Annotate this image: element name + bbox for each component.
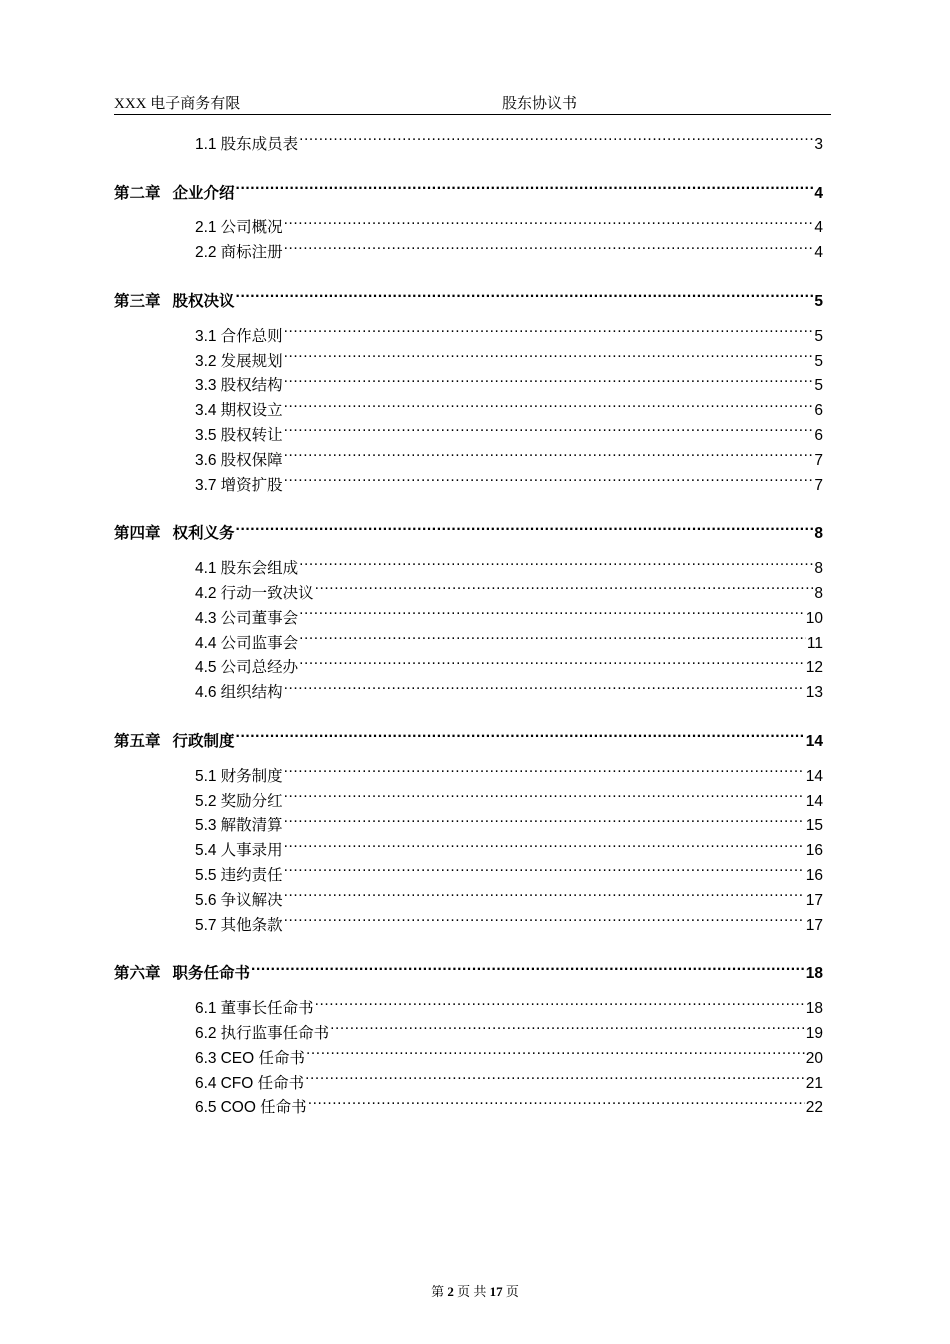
toc-section-entry[interactable] xyxy=(114,756,823,785)
toc-entry-number: 6.2 xyxy=(195,1024,217,1042)
toc-entry-title: 其他条款 xyxy=(220,916,283,934)
toc-entry-title: 企业介绍 xyxy=(172,184,235,202)
toc-dot-leader xyxy=(236,173,814,198)
toc-dot-leader xyxy=(299,548,813,573)
toc-section-entry[interactable] xyxy=(114,1063,823,1092)
toc-entry-number: 第三章 xyxy=(114,292,161,310)
toc-section-entry[interactable] xyxy=(114,366,823,395)
toc-dot-leader xyxy=(315,988,805,1013)
toc-entry-title: 争议解决 xyxy=(220,891,283,909)
toc-page-number: 11 xyxy=(806,634,823,652)
toc-entry-title: 董事长任命书 xyxy=(220,1000,314,1018)
toc-entry-number: 1.1 xyxy=(195,135,217,153)
toc-section-entry[interactable] xyxy=(114,648,823,677)
toc-page-number: 6 xyxy=(814,402,823,420)
toc-entry-title: 商标注册 xyxy=(220,244,283,262)
toc-page-number: 5 xyxy=(814,377,823,395)
toc-entry-number: 4.2 xyxy=(195,584,217,602)
footer-mid: 页 共 xyxy=(457,1284,487,1299)
toc-entry-number: 5.2 xyxy=(195,792,217,810)
toc-section-entry[interactable] xyxy=(114,573,823,602)
toc-chapter-entry[interactable] xyxy=(114,954,823,983)
toc-entry-number: 第二章 xyxy=(114,184,161,202)
toc-entry-number: 6.1 xyxy=(195,1000,217,1018)
toc-section-entry[interactable] xyxy=(114,440,823,469)
toc-entry-label xyxy=(195,474,283,499)
toc-entry-title: 组织结构 xyxy=(220,684,283,702)
toc-section-entry[interactable] xyxy=(114,672,823,702)
toc-entry-title: 执行监事任命书 xyxy=(220,1024,330,1042)
toc-section-entry[interactable] xyxy=(114,806,823,835)
toc-entry-label xyxy=(114,730,235,755)
footer-current-page: 2 xyxy=(447,1284,454,1299)
toc-page-number: 12 xyxy=(805,659,823,677)
toc-section-entry[interactable] xyxy=(114,781,823,810)
toc-section-entry[interactable] xyxy=(114,830,823,860)
toc-dot-leader xyxy=(236,721,805,746)
toc-section-entry[interactable] xyxy=(114,208,823,237)
toc-dot-leader xyxy=(284,672,805,697)
toc-entry-title: 股权转让 xyxy=(220,426,283,444)
toc-section-entry[interactable] xyxy=(114,880,823,909)
toc-dot-leader xyxy=(299,124,813,149)
toc-entry-number: 5.3 xyxy=(195,817,217,835)
toc-entry-number: 5.6 xyxy=(195,891,217,909)
toc-entry-number: 第五章 xyxy=(114,732,161,750)
toc-entry-label xyxy=(195,914,283,939)
footer-suffix: 页 xyxy=(505,1284,519,1299)
toc-dot-leader xyxy=(306,1038,805,1063)
toc-entry-number: 6.3 xyxy=(195,1049,217,1067)
toc-dot-leader xyxy=(299,598,805,623)
toc-entry-number: 3.5 xyxy=(195,426,217,444)
toc-page-number: 5 xyxy=(814,292,823,310)
toc-page-number: 13 xyxy=(805,684,823,702)
toc-entry-title: 期权设立 xyxy=(220,402,283,420)
toc-page-number: 16 xyxy=(805,866,823,884)
footer-total-pages: 17 xyxy=(489,1284,503,1299)
toc-page-number: 8 xyxy=(814,525,823,543)
toc-section-entry[interactable] xyxy=(114,905,823,934)
toc-dot-leader xyxy=(284,855,805,880)
toc-page-number: 21 xyxy=(805,1074,823,1092)
toc-entry-number: 2.2 xyxy=(195,244,217,262)
toc-page-number: 14 xyxy=(805,792,823,810)
toc-entry-number: 5.1 xyxy=(195,767,217,785)
toc-dot-leader xyxy=(284,366,814,391)
table-of-contents xyxy=(114,124,823,1117)
page-footer xyxy=(0,1281,950,1300)
toc-page-number: 6 xyxy=(814,426,823,444)
toc-page-number: 18 xyxy=(805,1000,823,1018)
toc-dot-leader xyxy=(284,465,814,490)
toc-dot-leader xyxy=(236,514,814,539)
toc-page-number: 18 xyxy=(805,965,823,983)
toc-page-number: 14 xyxy=(805,767,823,785)
toc-entry-number: 3.3 xyxy=(195,377,217,395)
toc-entry-label xyxy=(195,241,283,266)
toc-entry-title: 公司概况 xyxy=(220,219,283,237)
toc-entry-title: 职务任命书 xyxy=(172,965,251,983)
toc-entry-number: 4.5 xyxy=(195,659,217,677)
toc-dot-leader xyxy=(284,415,814,440)
toc-entry-title: 违约责任 xyxy=(220,866,283,884)
toc-entry-number: 3.1 xyxy=(195,327,217,345)
toc-page-number: 3 xyxy=(814,135,823,153)
toc-chapter-entry[interactable] xyxy=(114,281,823,310)
toc-entry-title: 人事录用 xyxy=(220,842,283,860)
toc-dot-leader xyxy=(305,1063,805,1088)
toc-dot-leader xyxy=(284,830,805,855)
toc-section-entry[interactable] xyxy=(114,1013,823,1042)
toc-page-number: 17 xyxy=(805,891,823,909)
toc-page-number: 19 xyxy=(805,1024,823,1042)
toc-page-number: 17 xyxy=(805,916,823,934)
toc-entry-label xyxy=(114,182,235,207)
toc-entry-title: 奖励分红 xyxy=(220,792,283,810)
page-header xyxy=(114,88,831,115)
toc-entry-number: 3.4 xyxy=(195,402,217,420)
toc-entry-title: 股权决议 xyxy=(172,292,235,310)
toc-entry-number: 5.4 xyxy=(195,842,217,860)
toc-entry-label xyxy=(114,290,235,315)
toc-entry-title: 合作总则 xyxy=(220,327,283,345)
toc-entry-title: 财务制度 xyxy=(220,767,283,785)
toc-dot-leader xyxy=(284,316,814,341)
toc-dot-leader xyxy=(284,905,805,930)
toc-dot-leader xyxy=(284,232,814,257)
toc-page-number: 8 xyxy=(814,584,823,602)
toc-entry-label xyxy=(114,522,235,547)
toc-dot-leader xyxy=(251,954,805,979)
toc-section-entry[interactable] xyxy=(114,548,823,578)
toc-chapter-entry[interactable] xyxy=(114,173,823,202)
toc-entry-number: 第六章 xyxy=(114,965,161,983)
toc-entry-number: 5.5 xyxy=(195,866,217,884)
toc-dot-leader xyxy=(284,781,805,806)
toc-dot-leader xyxy=(284,341,814,366)
header-document-title: 股东协议书 xyxy=(502,96,578,112)
toc-entry-title: CFO 任命书 xyxy=(220,1074,305,1092)
toc-section-entry[interactable] xyxy=(114,390,823,420)
toc-dot-leader xyxy=(315,573,814,598)
toc-entry-title: COO 任命书 xyxy=(220,1099,307,1117)
toc-entry-number: 4.1 xyxy=(195,560,217,578)
toc-entry-number: 2.1 xyxy=(195,219,217,237)
toc-section-entry[interactable] xyxy=(114,623,823,652)
toc-section-entry[interactable] xyxy=(114,232,823,262)
header-company-name: XXX 电子商务有限 xyxy=(114,96,241,112)
toc-section-entry[interactable] xyxy=(114,415,823,444)
footer-prefix: 第 xyxy=(431,1284,445,1299)
toc-dot-leader xyxy=(330,1013,805,1038)
toc-page-number: 7 xyxy=(814,476,823,494)
toc-entry-number: 4.4 xyxy=(195,634,217,652)
toc-entry-title: 公司总经办 xyxy=(220,659,299,677)
toc-dot-leader xyxy=(308,1088,805,1113)
toc-entry-title: 权利义务 xyxy=(172,525,235,543)
toc-dot-leader xyxy=(299,623,806,648)
toc-entry-label xyxy=(195,1096,307,1121)
toc-entry-title: 增资扩股 xyxy=(220,476,283,494)
toc-section-entry[interactable] xyxy=(114,1038,823,1067)
toc-page-number: 8 xyxy=(814,560,823,578)
toc-page-number: 20 xyxy=(805,1049,823,1067)
toc-entry-title: 股东会组成 xyxy=(220,560,299,578)
toc-page-number: 15 xyxy=(805,817,823,835)
toc-dot-leader xyxy=(284,756,805,781)
toc-entry-title: 行动一致决议 xyxy=(220,584,314,602)
toc-entry-title: 公司董事会 xyxy=(220,609,299,627)
toc-section-entry[interactable] xyxy=(114,341,823,370)
toc-page-number: 7 xyxy=(814,451,823,469)
toc-dot-leader xyxy=(299,648,805,673)
toc-page-number: 4 xyxy=(814,244,823,262)
toc-section-entry[interactable] xyxy=(114,855,823,884)
toc-section-entry[interactable] xyxy=(114,124,823,153)
toc-dot-leader xyxy=(284,390,814,415)
toc-section-entry[interactable] xyxy=(114,598,823,627)
toc-section-entry[interactable] xyxy=(114,1088,823,1117)
toc-chapter-entry[interactable] xyxy=(114,514,823,543)
toc-entry-label xyxy=(195,681,283,706)
toc-entry-number: 5.7 xyxy=(195,916,217,934)
toc-entry-title: 股东成员表 xyxy=(220,135,299,153)
toc-dot-leader xyxy=(284,806,805,831)
toc-page-number: 4 xyxy=(814,219,823,237)
toc-dot-leader xyxy=(284,880,805,905)
toc-entry-number: 3.6 xyxy=(195,451,217,469)
toc-section-entry[interactable] xyxy=(114,316,823,345)
toc-entry-number: 3.7 xyxy=(195,476,217,494)
toc-entry-title: 解散清算 xyxy=(220,817,283,835)
toc-entry-number: 4.6 xyxy=(195,684,217,702)
toc-entry-number: 第四章 xyxy=(114,525,161,543)
toc-page-number: 4 xyxy=(814,184,823,202)
toc-page-number: 16 xyxy=(805,842,823,860)
toc-section-entry[interactable] xyxy=(114,465,823,494)
toc-entry-label xyxy=(114,962,250,987)
toc-entry-number: 6.5 xyxy=(195,1099,217,1117)
toc-page-number: 14 xyxy=(805,732,823,750)
toc-chapter-entry[interactable] xyxy=(114,721,823,750)
toc-section-entry[interactable] xyxy=(114,988,823,1018)
toc-page-number: 5 xyxy=(814,327,823,345)
toc-page-number: 5 xyxy=(814,352,823,370)
toc-entry-title: 公司监事会 xyxy=(220,634,299,652)
toc-entry-title: CEO 任命书 xyxy=(220,1049,305,1067)
toc-entry-number: 3.2 xyxy=(195,352,217,370)
toc-entry-title: 行政制度 xyxy=(172,732,235,750)
toc-entry-title: 发展规划 xyxy=(220,352,283,370)
toc-entry-number: 6.4 xyxy=(195,1074,217,1092)
toc-entry-title: 股权保障 xyxy=(220,451,283,469)
toc-dot-leader xyxy=(236,281,814,306)
toc-page-number: 22 xyxy=(805,1099,823,1117)
toc-page-number: 10 xyxy=(805,609,823,627)
toc-entry-title: 股权结构 xyxy=(220,377,283,395)
toc-entry-label xyxy=(195,133,298,158)
toc-dot-leader xyxy=(284,440,814,465)
toc-entry-number: 4.3 xyxy=(195,609,217,627)
toc-dot-leader xyxy=(284,208,814,233)
